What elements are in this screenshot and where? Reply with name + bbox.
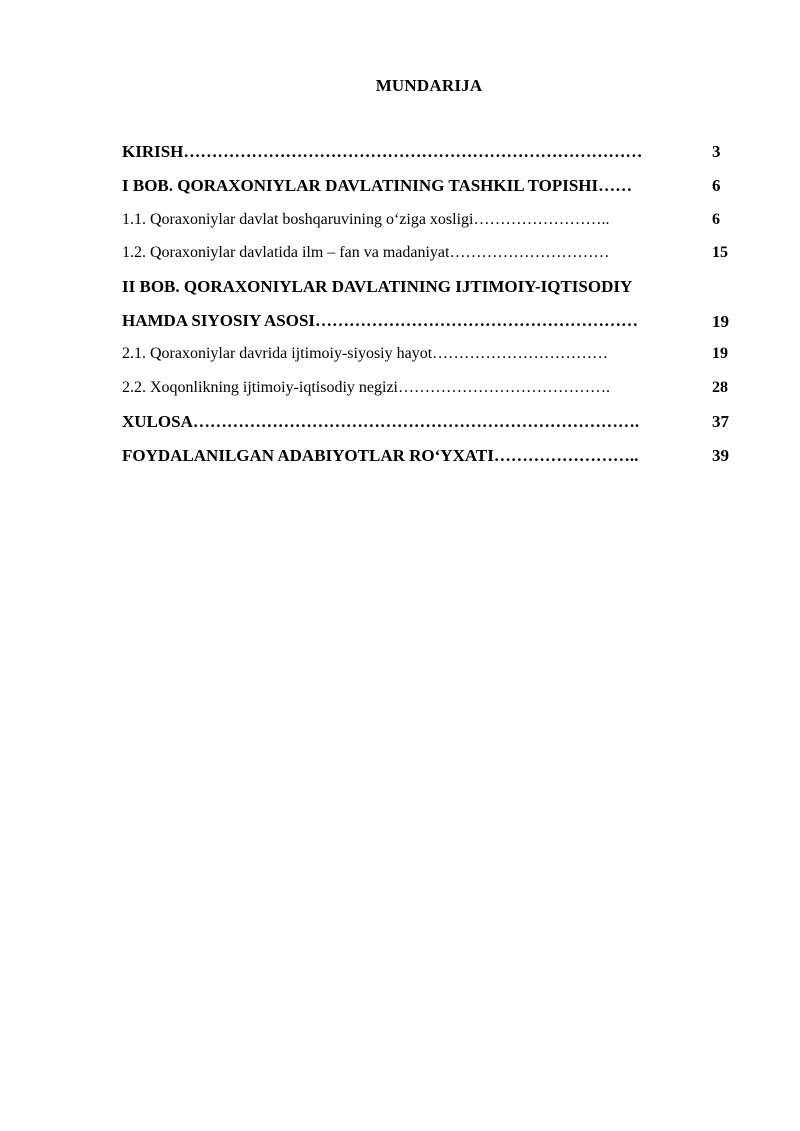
toc-entry-section-2-2 <box>122 379 734 403</box>
toc-entry-label: 2.1. Qoraxoniylar davrida ijtimoiy-siyosiy hayot…………………………… <box>122 345 609 362</box>
toc-entry-page: 19 <box>712 312 729 331</box>
toc-entry-page: 19 <box>712 345 728 362</box>
toc-entry-page: 6 <box>712 176 721 195</box>
toc-entry-page: 39 <box>712 446 729 465</box>
toc-entry-chapter-2 <box>122 277 734 337</box>
toc-entry-label: 1.1. Qoraxoniylar davlat boshqaruvining o‘ziga xosligi…………………….. <box>122 211 610 228</box>
toc-entry-section-2-1 <box>122 345 734 369</box>
page-title: MUNDARIJA <box>375 76 483 95</box>
toc-entry-label-line1: II BOB. QORAXONIYLAR DAVLATINING IJTIMOIY-IQTISODIY <box>122 277 633 296</box>
toc-entry-label: FOYDALANILGAN ADABIYOTLAR RO‘YXATI…………………….. <box>122 446 639 465</box>
toc-entry-label: I BOB. QORAXONIYLAR DAVLATINING TASHKIL TOPISHI…… <box>122 176 633 195</box>
toc-entry-section-1-2 <box>122 244 734 268</box>
toc-entry-label: 1.2. Qoraxoniylar davlatida ilm – fan va madaniyat………………………… <box>122 244 610 261</box>
toc-entry-label: XULOSA……………………………………………………………………. <box>122 412 640 431</box>
toc-entry-page: 28 <box>712 379 728 396</box>
toc-entry-page: 37 <box>712 412 729 431</box>
toc-entry-label-line2: HAMDA SIYOSIY ASOSI………………………………………………… <box>122 311 639 330</box>
toc-entry-page: 3 <box>712 142 721 161</box>
toc-entry-section-1-1 <box>122 211 734 235</box>
toc-entry-kirish <box>122 142 734 166</box>
toc-entry-page: 15 <box>712 244 728 261</box>
toc-entry-label: KIRISH……………………………………………………………………… <box>122 142 643 161</box>
toc-entry-label: 2.2. Xoqonlikning ijtimoiy-iqtisodiy negizi…………………………………. <box>122 379 610 396</box>
toc-entry-xulosa <box>122 412 734 436</box>
toc-entry-bibliography <box>122 446 734 470</box>
toc-entry-page: 6 <box>712 211 720 228</box>
toc-entry-chapter-1 <box>122 176 734 200</box>
